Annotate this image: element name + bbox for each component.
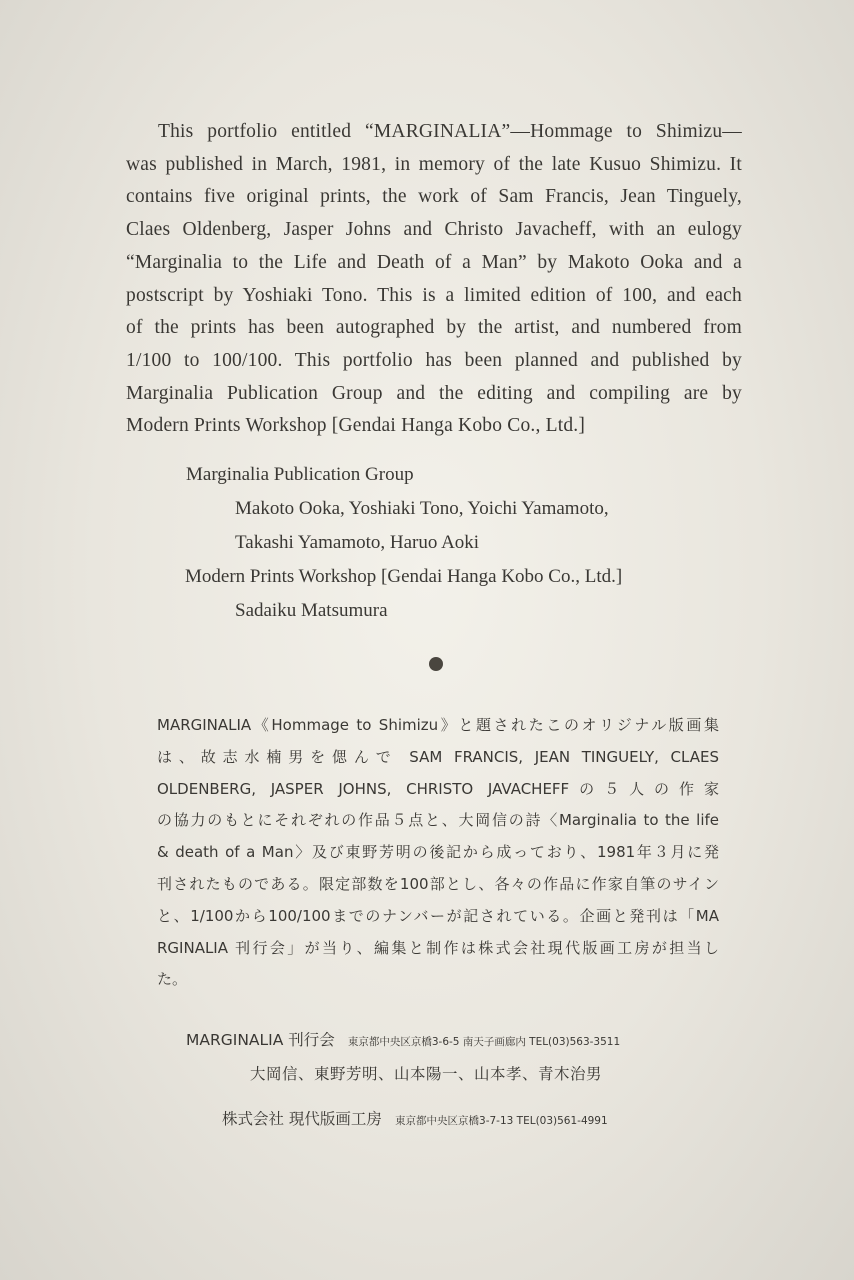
japanese-line: と、1/100から100/100までのナンバーが記されている。企画と発刊は「MA [157,906,719,925]
publisher-line [186,1028,620,1050]
japanese-line: た。 [157,970,188,989]
japanese-line: OLDENBERG, JASPER JOHNS, CHRISTO JAVACHEFFの５人の作家 [157,779,719,798]
workshop-title: Modern Prints Workshop [Gendai Hanga Kobo Co., Ltd.] [185,566,623,587]
english-line: postscript by Yoshiaki Tono. This is a limited edition of 100, and each [126,284,742,306]
english-line: Marginalia Publication Group and the editing and compiling are by [126,382,742,404]
workshop-line [222,1107,608,1129]
workshop-address: 東京都中央区京橋3-7-13 TEL(03)561-4991 [395,1115,608,1127]
japanese-line: RGINALIA 刊行会」が当り、編集と制作は株式会社現代版画工房が担当し [157,938,719,957]
english-line: “Marginalia to the Life and Death of a Man” by Makoto Ooka and a [126,251,742,273]
credits-block [186,458,622,628]
publisher-address: 東京都中央区京橋3-6-5 南天子画廊内 TEL(03)563-3511 [347,1036,621,1048]
group-title: Marginalia Publication Group [186,464,414,485]
english-line: of the prints has been autographed by the artist, and numbered from [126,317,742,339]
english-line: Claes Oldenberg, Jasper Johns and Christo Javacheff, with an eulogy [126,219,742,241]
english-line: Modern Prints Workshop [Gendai Hanga Kobo Co., Ltd.] [126,415,586,437]
group-members: Makoto Ooka, Yoshiaki Tono, Yoichi Yamamoto, [235,498,609,519]
english-line: This portfolio entitled “MARGINALIA”—Hommage to Shimizu— [158,121,742,142]
english-line: 1/100 to 100/100. This portfolio has been planned and published by [126,349,742,371]
workshop-member: Sadaiku Matsumura [235,600,388,621]
workshop-name: 株式会社 現代版画工房 [222,1110,382,1128]
japanese-line: は、故志水楠男を偲んで SAM FRANCIS, JEAN TINGUELY, CLAES [157,747,719,766]
english-line: contains five original prints, the work of Sam Francis, Jean Tinguely, [126,186,742,208]
japanese-line: & death of a Man〉及び東野芳明の後記から成っており、1981年３月に発 [157,843,719,862]
members-japanese: 大岡信、東野芳明、山本陽一、山本孝、青木治男 [250,1065,603,1083]
publisher-name: MARGINALIA 刊行会 [186,1031,335,1049]
english-colophon-paragraph [126,116,742,443]
japanese-line: の協力のもとにそれぞれの作品５点と、大岡信の詩〈Marginalia to the life [157,811,719,830]
english-line: was published in March, 1981, in memory of the late Kusuo Shimizu. It [126,153,742,175]
japanese-colophon-paragraph [157,710,719,996]
japanese-line: 刊されたものである。限定部数を100部とし、各々の作品に作家自筆のサイン [157,874,719,893]
separator-dot [429,657,443,671]
japanese-line: MARGINALIA《Hommage to Shimizu》と題されたこのオリジナル版画集 [157,716,719,734]
group-members: Takashi Yamamoto, Haruo Aoki [235,532,480,553]
